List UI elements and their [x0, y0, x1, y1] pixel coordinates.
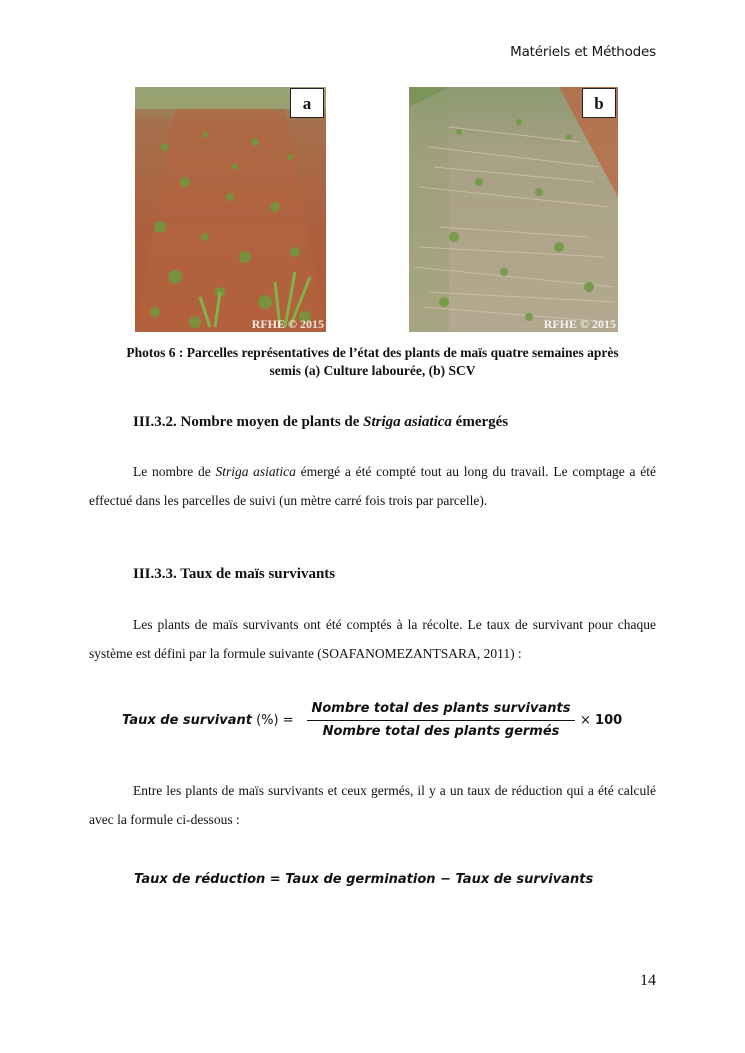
photo-a-image — [135, 87, 326, 332]
formula-multiplier — [580, 713, 622, 728]
formula-lhs-unit: (%) = — [251, 713, 294, 728]
section-heading-3-3-3: III.3.3. Taux de maïs survivants — [133, 566, 336, 582]
heading-species: Striga asiatica — [363, 414, 452, 430]
para-text: Le nombre de — [133, 464, 216, 479]
photo-b-label: b — [582, 88, 616, 118]
formula-denominator: Nombre total des plants germés — [322, 724, 560, 739]
heading-text-end: émergés — [451, 414, 509, 430]
caption-line-2: semis (a) Culture labourée, (b) SCV — [269, 363, 476, 378]
formula-lhs — [122, 713, 294, 728]
photo-caption — [89, 344, 656, 380]
paragraph-striga-count — [89, 457, 656, 515]
times-sign: × — [580, 713, 596, 728]
photo-b-watermark: RFHE © 2015 — [543, 317, 616, 331]
fraction-bar — [307, 720, 575, 721]
running-header: Matériels et Méthodes — [510, 44, 656, 60]
factor-100: 100 — [595, 713, 623, 728]
formula-lhs-text: Taux de survivant — [122, 713, 252, 728]
photo-tilled-field — [135, 87, 326, 332]
page-number: 14 — [640, 972, 656, 989]
caption-line-1: Photos 6 : Parcelles représentatives de l’état des plants de maïs quatre semaines après — [126, 345, 619, 360]
formula-numerator: Nombre total des plants survivants — [311, 701, 571, 716]
para-reduction-text: Entre les plants de maïs survivants et ceux germés, il y a un taux de réduction qui a été calculé avec la formule ci-dessous : — [89, 783, 656, 827]
photo-a-label: a — [290, 88, 324, 118]
section-heading-3-3-2 — [133, 414, 508, 431]
formula-fraction — [307, 699, 575, 742]
paragraph-reduction — [89, 776, 656, 834]
heading-text: III.3.2. Nombre moyen de plants de — [133, 414, 364, 430]
para-survivors-text: Les plants de maïs survivants ont été comptés à la récolte. Le taux de survivant pour chaque système est défini par la formule suivante (SOAFANOMEZANTSARA, 2011) : — [89, 617, 656, 661]
photo-scv-field — [409, 87, 618, 332]
photo-b-image — [409, 87, 618, 332]
photo-a-watermark: RFHE © 2015 — [251, 317, 324, 331]
formula-reduction-rate: Taux de réduction = Taux de germination − Taux de survivants — [134, 872, 594, 887]
paragraph-survivors — [89, 610, 656, 668]
para-text-rest: émergé a été compté tout au long du travail. Le comptage a été effectué dans les parcelles de suivi (un mètre carré fois trois par parcelle). — [89, 464, 657, 508]
formula-survival-rate — [122, 699, 642, 743]
para-species: Striga asiatica — [215, 464, 296, 479]
